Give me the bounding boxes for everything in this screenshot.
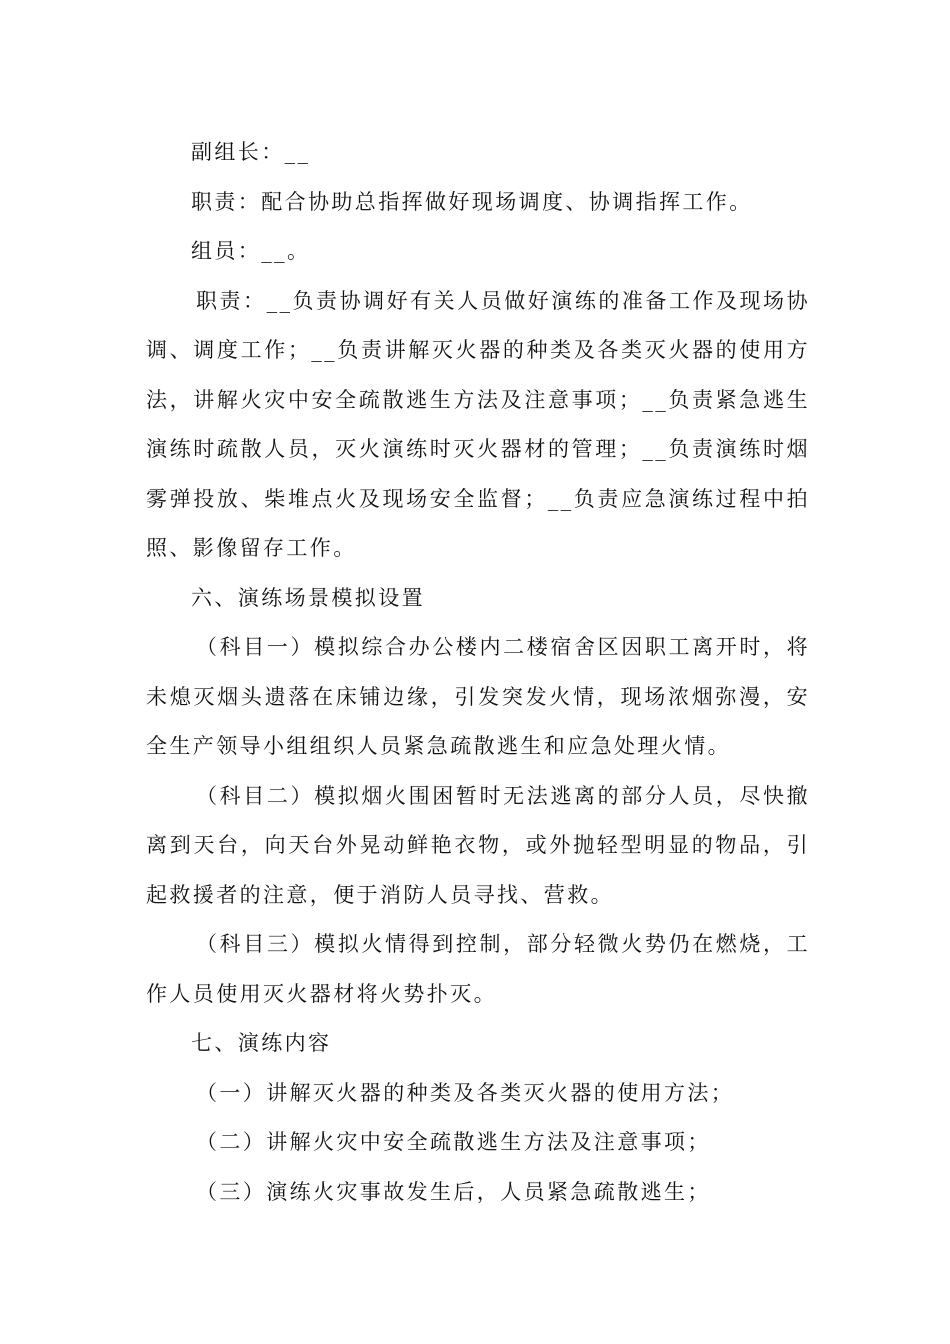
deputy-leader-line: 副组长：__ xyxy=(191,140,311,164)
members-duty-paragraph: 职责：__负责协调好有关人员做好演练的准备工作及现场协调、调度工作；__负责讲解灭火器的种类及各类灭火器的使用方法，讲解火灾中安全疏散逃生方法及注意事项；__负责紧急逃生演练时疏散人员，灭火演练时灭火器材的管理；__负责演练时烟雾弹投放、柴堆点火及现场安全监督；__负责应急演练过程中拍照、影像留存工作。 xyxy=(146,288,810,560)
scenario-subject-three: （科目三）模拟火情得到控制，部分轻微火势仍在燃烧，工作人员使用灭火器材将火势扑灭。 xyxy=(146,932,810,1006)
content-item-one: （一）讲解灭火器的种类及各类灭火器的使用方法； xyxy=(196,1080,735,1105)
section-heading-seven: 七、演练内容 xyxy=(191,1031,332,1055)
document-body xyxy=(146,128,810,1217)
deputy-leader-duty: 职责：配合协助总指挥做好现场调度、协调指挥工作。 xyxy=(191,189,753,214)
scenario-subject-two: （科目二）模拟烟火围困暂时无法逃离的部分人员，尽快撤离到天台，向天台外晃动鲜艳衣物，或外抛轻型明显的物品，引起救援者的注意，便于消防人员寻找、营救。 xyxy=(146,783,810,907)
scenario-subject-one: （科目一）模拟综合办公楼内二楼宿舍区因职工离开时，将未熄灭烟头遗落在床铺边缘，引发突发火情，现场浓烟弥漫，安全生产领导小组组织人员紧急疏散逃生和应急处理火情。 xyxy=(146,635,810,758)
members-line: 组员：__。 xyxy=(191,239,311,263)
content-item-two: （二）讲解火灾中安全疏散逃生方法及注意事项； xyxy=(196,1130,711,1154)
section-heading-six: 六、演练场景模拟设置 xyxy=(191,585,425,610)
content-item-three: （三）演练火灾事故发生后，人员紧急疏散逃生； xyxy=(196,1179,711,1204)
